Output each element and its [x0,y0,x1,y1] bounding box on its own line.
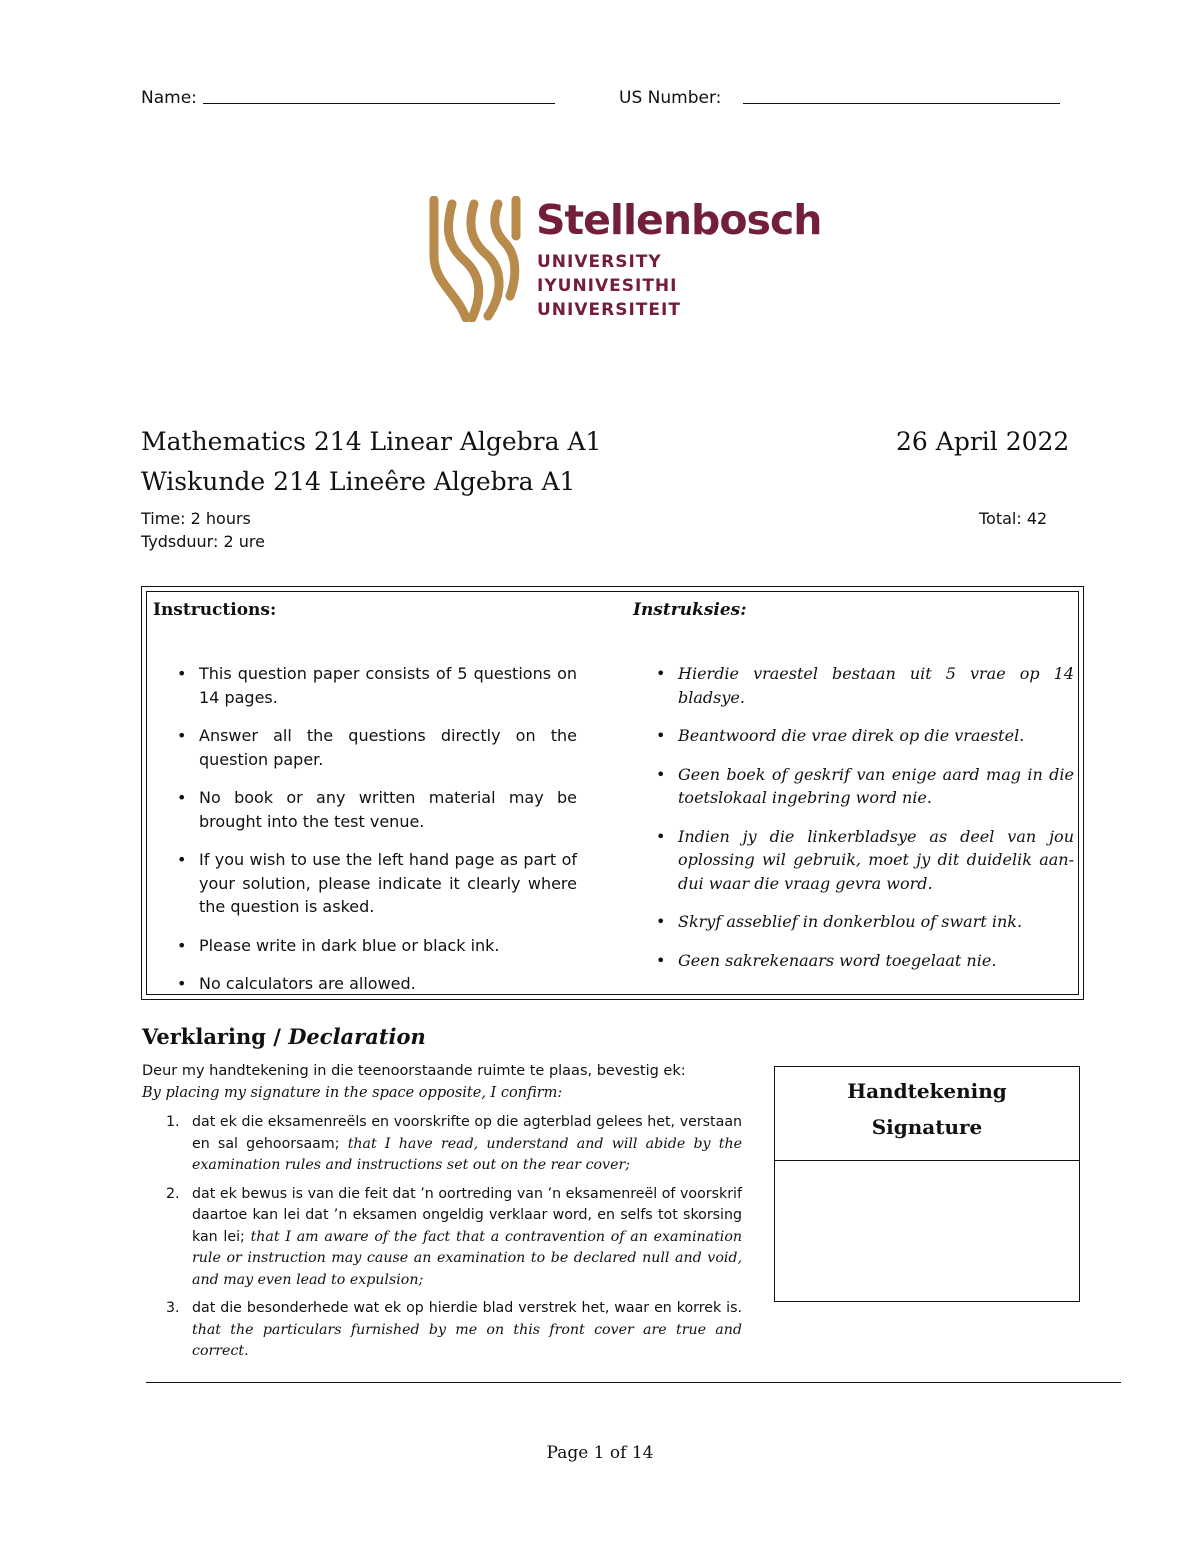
signature-box [774,1066,1080,1302]
declaration-title-en: Declaration [288,1024,426,1049]
exam-title-af: Wiskunde 214 Lineêre Algebra A1 [141,467,576,496]
list-item: • Please write in dark blue or black ink. [167,934,577,958]
list-item: • Indien jy die linkerbladsye as deel van jou oplossing wil gebruik, moet jy dit duidelik aan-dui waar die vraag gevra word. [646,825,1074,896]
us-number-field[interactable] [743,103,1060,104]
exam-total: Total: 42 [979,509,1048,528]
list-item: • No calculators are allowed. [167,972,577,996]
declaration-item-af: dat ek die eksamenreëls en voorskrifte op die agterblad gelees het, verstaan en sal gehoorsaam; [192,1114,742,1152]
declaration-item-af: dat ek bewus is van die feit dat ’n oortreding van ’n eksamenreël of voorskrif daartoe kan lei dat ’n eksamen ongeldig verklaar word, en selfs tot skorsing kan lei; [192,1185,742,1245]
logo-line-university: UNIVERSITY [537,252,662,272]
signature-divider [775,1160,1079,1161]
declaration-intro-en: By placing my signature in the space opposite, I confirm: [142,1085,563,1101]
exam-time-af: Tydsduur: 2 ure [141,532,265,551]
declaration-item-en: that I have read, understand and will abide by the examination rules and instructions set out on the rear cover; [192,1135,742,1173]
list-item: • Hierdie vraestel bestaan uit 5 vrae op 14 bladsye. [646,662,1074,709]
declaration-list [162,1112,742,1370]
exam-time-en: Time: 2 hours [141,509,251,528]
signature-field[interactable] [775,1162,1079,1301]
stellenbosch-crest-icon [426,196,522,322]
declaration-title [142,1024,426,1049]
declaration-item-number: 3. [166,1300,180,1316]
declaration-item [162,1184,742,1292]
signature-label-af: Handtekening [847,1079,1007,1103]
name-label: Name: [141,88,197,108]
list-item: • No book or any written material may be brought into the test venue. [167,786,577,833]
declaration-item-en: that I am aware of the fact that a contravention of an examination rule or instruction may cause an examination to be declared null and void, and may even lead to expulsion; [192,1228,743,1288]
instructions-box [141,586,1084,1000]
signature-label-en: Signature [871,1115,983,1139]
declaration-intro-af: Deur my handtekening in die teenoorstaande ruimte te plaas, bevestig ek: [142,1063,686,1079]
logo-line-universiteit: UNIVERSITEIT [537,300,681,320]
instructions-list-af [646,662,1074,987]
declaration-item-af: dat die besonderhede wat ek op hierdie blad verstrek het, waar en korrek is. [192,1300,742,1316]
declaration-item-en: that the particulars furnished by me on this front cover are true and correct. [192,1321,742,1359]
list-item: • If you wish to use the left hand page as part of your solution, please indicate it clearly where the question is asked. [167,848,577,919]
list-item: • Skryf asseblief in donkerblou of swart ink. [646,910,1074,934]
footer-rule [146,1382,1121,1383]
list-item: • Geen boek of geskrif van enige aard mag in die toetslokaal ingebring word nie. [646,763,1074,810]
logo-line-iyunivesithi: IYUNIVESITHI [537,276,678,296]
name-field[interactable] [203,103,555,104]
declaration-item [162,1112,742,1177]
declaration-title-af: Verklaring / [142,1024,281,1049]
university-logo [426,196,822,322]
declaration-item-number: 1. [166,1114,180,1130]
declaration-item-number: 2. [166,1185,180,1202]
instructions-heading-af: Instruksies: [633,600,747,620]
list-item: • This question paper consists of 5 questions on 14 pages. [167,662,577,709]
exam-title-en: Mathematics 214 Linear Algebra A1 [141,427,602,456]
list-item: • Answer all the questions directly on the question paper. [167,724,577,771]
instructions-heading-en: Instructions: [153,600,277,620]
exam-date: 26 April 2022 [896,427,1070,456]
instructions-list-en [167,662,577,1011]
list-item: • Beantwoord die vrae direk op die vraestel. [646,724,1074,748]
list-item: • Geen sakrekenaars word toegelaat nie. [646,949,1074,973]
page-number: Page 1 of 14 [546,1443,654,1463]
logo-wordmark: Stellenbosch [536,196,822,244]
declaration-item [162,1298,742,1363]
us-number-label: US Number: [619,88,722,108]
